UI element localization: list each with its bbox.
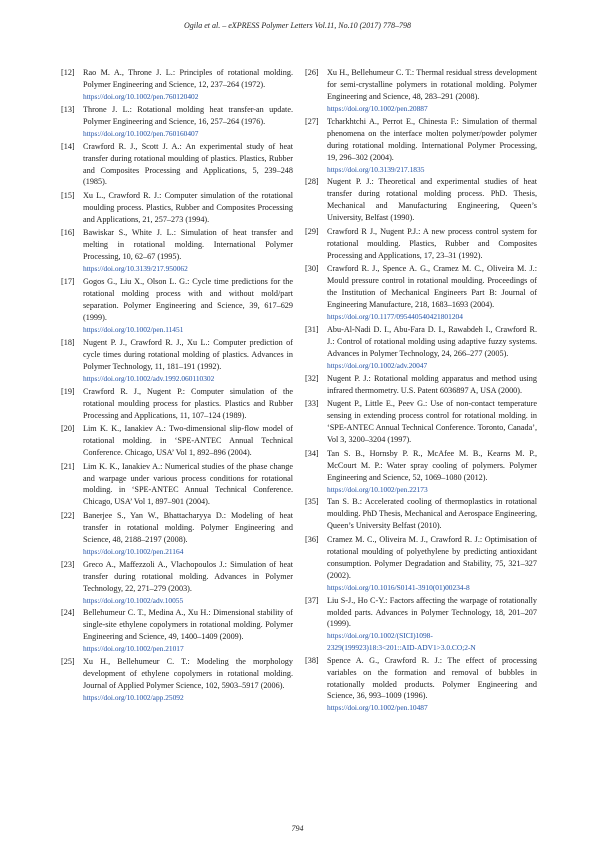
reference-number: [24] [61,608,75,618]
reference-text: Gogos G., Liu X., Olson L. G.: Cycle time predictions for the rotational molding process with and without mold/part separation. Polymer Engineering and Science, 39, 617–629 (1999). [83,277,293,323]
doi-link[interactable]: https://doi.org/10.1002/pen.20887 [327,103,428,113]
reference-entry [61,423,293,459]
reference-entry [61,190,293,226]
reference-text: Lim K. K., Ianakiev A.: Two-dimensional slip-flow model of rotational molding. in ‘SPE-ANTEC Annual Technical Conference. Chicago, USA’ Vol 1, 892–896 (2004). [83,424,293,458]
reference-entry [61,386,293,422]
reference-text: Nugent P. J.: Rotational molding apparatus and method using infrared thermometry. U.S. Patent 6036897 A, USA (2000). [327,373,537,395]
reference-number: [29] [305,226,319,236]
reference-number: [12] [61,68,75,77]
doi-link[interactable]: https://doi.org/10.3139/217.1835 [327,164,425,174]
reference-entry [305,595,537,653]
reference-text: Tan S. B.: Accelerated cooling of thermoplastics in rotational moulding. PhD Thesis, Mechanical and Aerospace Engineering, Queen’s University Belfast (2010). [327,497,537,531]
reference-number: [17] [61,277,75,287]
reference-number: [34] [305,448,319,458]
doi-link-line[interactable]: https://doi.org/10.1002/(SICI)1098- [327,631,433,641]
doi-link[interactable]: https://doi.org/10.1002/pen.10487 [327,703,428,713]
reference-text: Crawford R. J., Scott J. A.: An experimental study of heat transfer during rotational moulding of plastics. Plastics, Rubber and Composites Processing and Applications, 5, 239–248 (1985). [83,141,293,187]
reference-number: [18] [61,337,75,347]
reference-text: Throne J. L.: Rotational molding heat transfer-an update. Polymer Engineering and Science, 16, 257–264 (1976). [83,104,293,126]
doi-link[interactable]: https://doi.org/10.1002/adv.20047 [327,360,428,370]
reference-entry [305,534,537,593]
reference-entry [61,227,293,274]
reference-entry [305,398,537,446]
reference-text: Cramez M. C., Oliveira M. J., Crawford R. J.: Optimisation of rotational moulding of polyethylene by predicting antioxidant consumption. Polymer Degradation and Stability, 75, 321–327 (2002). [327,534,537,580]
reference-text: Abu-Al-Nadi D. I., Abu-Fara D. I., Rawabdeh I., Crawford R. J.: Control of rotational molding using adaptive fuzzy systems. Advances in Polymer Technology, 24, 266–277 (2005). [327,325,537,358]
reference-entry [61,67,293,102]
reference-entry [305,324,537,371]
doi-link[interactable]: https://doi.org/10.1002/pen.21164 [83,546,184,556]
reference-text: Bawiskar S., White J. L.: Simulation of heat transfer and melting in rotational molding. International Polymer Processing, 10, 62–67 (1995). [83,228,293,262]
reference-number: [15] [61,191,75,200]
reference-text: Bellehumeur C. T., Medina A., Xu H.: Dimensional stability of single-site ethylene copolymers in rotational molding. Polymer Engineering and Science, 49, 1400–1409 (2009). [83,608,293,642]
reference-number: [14] [61,141,75,151]
reference-entry [305,116,537,175]
reference-entry [61,141,293,189]
reference-number: [23] [61,559,75,569]
doi-link[interactable]: https://doi.org/10.1177/095440540421801204 [327,312,463,322]
reference-number: [35] [305,497,319,507]
reference-text: Rao M. A., Throne J. L.: Principles of rotational molding. Polymer Engineering and Science, 12, 237–264 (1972). [83,68,293,89]
reference-text: Greco A., Maffezzoli A., Vlachopoulos J.: Simulation of heat transfer during rotational molding. Advances in Polymer Technology, 22, 271–279 (2003). [83,559,293,593]
reference-entry [61,276,293,335]
doi-link[interactable]: https://doi.org/10.1002/pen.760120402 [83,91,199,101]
reference-text: Xu L., Crawford R. J.: Computer simulation of the rotational moulding process. Plastics, Rubber and Composites Processing and Applications, 21, 257–273 (1994). [83,191,293,224]
reference-entry [61,461,293,509]
reference-number: [26] [305,68,319,77]
doi-link[interactable]: https://doi.org/10.1002/adv.10055 [83,595,184,605]
reference-text: Crawford R. J., Nugent P.: Computer simulation of the rotational moulding process for plastics. Plastics and Rubber Processing and Applications, 11, 107–124 (1989). [83,386,293,420]
reference-text: Spence A. G., Crawford R. J.: The effect of processing variables on the formation and removal of bubbles in rotationally molded products. Polymer Engineering and Science, 36, 993–1009 (1996). [327,655,537,701]
reference-entry [61,510,293,557]
reference-entry [305,226,537,262]
doi-link[interactable] [327,630,537,653]
reference-text: Tan S. B., Hornsby P. R., McAfee M. B., Kearns M. P., McCourt M. P.: Water spray cooling of polymers. Polymer Engineering and Science, 52, 1069–1080 (2012). [327,448,537,482]
reference-number: [31] [305,325,319,335]
reference-number: [36] [305,534,319,544]
reference-text: Liu S-J., Ho C-Y.: Factors affecting the warpage of rotationally molded parts. Advances in Polymer Technology, 18, 201–207 (1999). [327,595,537,629]
reference-number: [21] [61,461,75,471]
reference-number: [32] [305,373,319,383]
reference-text: Nugent P., Little E., Peev G.: Use of non-contact temperature sensing in extending process control for rotational molding. in ‘SPE-ANTEC Annual Technical Conference. Toronto, Canada’, Vol 3, 3200–3204 (1997). [327,399,537,445]
reference-number: [19] [61,386,75,396]
reference-number: [30] [305,264,319,274]
reference-text: Tcharkhtchi A., Perrot E., Chinesta F.: Simulation of thermal phenomena on the interface molten polymer/powder polymer during rotational molding. International Polymer Processing, 19, 296–302 (2004). [327,116,537,162]
reference-entry [305,67,537,114]
reference-text: Crawford R. J., Spence A. G., Cramez M. C., Oliveira M. J.: Mould pressure control in rotational moulding. Proceedings of the Institution of Mechanical Engineers Part B: Journal of Engineering Manufacture, 218, 1683–1693 (2004). [327,264,537,310]
references-left-column [61,67,293,705]
doi-link[interactable]: https://doi.org/10.1002/pen.22173 [327,484,428,494]
reference-entry [305,655,537,714]
reference-entry [61,656,293,703]
page-number: 794 [291,824,304,833]
doi-link[interactable]: https://doi.org/10.1002/pen.21017 [83,644,184,654]
reference-entry [305,263,537,322]
reference-number: [25] [61,657,75,667]
reference-entry [61,607,293,654]
reference-number: [22] [61,510,75,520]
reference-text: Xu H., Bellehumeur C. T.: Thermal residual stress development for semi-crystalline polymers in rotational molding. Polymer Engineering and Science, 48, 283–291 (2008). [327,68,537,101]
reference-text: Xu H., Bellehumeur C. T.: Modeling the morphology development of ethylene copolymers in rotational molding. Journal of Applied Polymer Science, 102, 5903–5917 (2006). [83,657,293,691]
reference-number: [33] [305,399,319,409]
reference-text: Nugent P. J.: Theoretical and experimental studies of heat transfer during rotational molding process. PhD. Thesis, Mechanical and Manufacturing Engineering, Queen’s University, Belfast (1990). [327,177,537,223]
doi-link-line[interactable]: 2329(199923)18:3<201::AID-ADV1>3.0.CO;2-N [327,642,476,652]
reference-number: [16] [61,228,75,238]
reference-entry [305,373,537,397]
doi-link[interactable]: https://doi.org/10.1002/adv.1992.060110302 [83,373,215,383]
reference-entry [61,337,293,384]
reference-text: Lim K. K., Ianakiev A.: Numerical studies of the phase change and warpage under various process conditions for rotational molding. in ‘SPE-ANTEC Annual Technical Conference. Chicago, USA’ Vol 1, 897–901 (2004). [83,461,293,507]
reference-text: Banerjee S., Yan W., Bhattacharyya D.: Modeling of heat transfer in rotational molding. Polymer Engineering and Science, 48, 2188–2197 (2008). [83,510,293,544]
reference-text: Crawford R J., Nugent P.J.: A new process control system for rotational moulding. Plastics, Rubber and Composites Processing and Applications, 17, 23–31 (1992). [327,226,537,260]
running-head: Ogila et al. – eXPRESS Polymer Letters Vol.11, No.10 (2017) 778–798 [184,21,411,30]
doi-link[interactable]: https://doi.org/10.1002/pen.760160407 [83,128,199,138]
reference-number: [20] [61,424,75,434]
reference-entry [61,104,293,139]
reference-number: [28] [305,177,319,187]
doi-link[interactable]: https://doi.org/10.1016/S0141-3910(01)00234-8 [327,582,470,592]
doi-link[interactable]: https://doi.org/10.3139/217.950062 [83,264,188,274]
doi-link[interactable]: https://doi.org/10.1002/pen.11451 [83,325,184,335]
references-right-column [305,67,537,715]
doi-link[interactable]: https://doi.org/10.1002/app.25092 [83,693,184,703]
reference-entry [305,496,537,532]
reference-entry [305,448,537,495]
reference-entry [305,176,537,224]
reference-text: Nugent P. J., Crawford R. J., Xu L.: Computer prediction of cycle times during rotational molding of plastics. Advances in Polymer Technology, 11, 181–191 (1992). [83,337,293,371]
reference-number: [13] [61,104,75,114]
reference-entry [61,559,293,606]
reference-number: [27] [305,116,319,126]
reference-number: [37] [305,595,319,605]
reference-number: [38] [305,655,319,665]
